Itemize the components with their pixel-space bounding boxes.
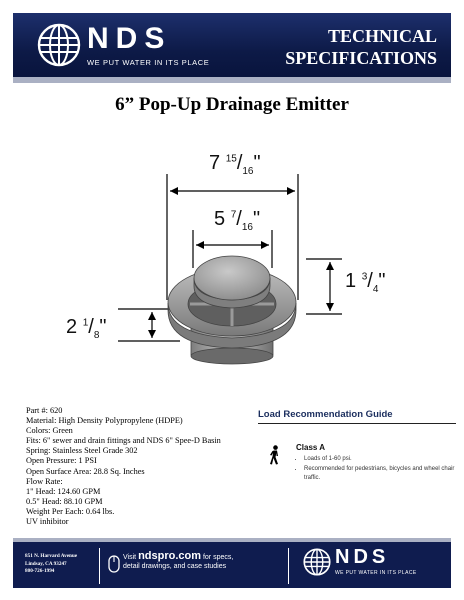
page-title: 6” Pop-Up Drainage Emitter <box>115 94 349 115</box>
dim-mark: " <box>252 208 261 230</box>
spec-line: Material: High Density Polypropylene (HDPE) <box>26 416 183 426</box>
spec-line: 0.5" Head: 88.10 GPM <box>26 496 103 506</box>
spec-line: 1" Head: 124.60 GPM <box>26 486 101 496</box>
visit-suffix: for specs, <box>202 554 234 561</box>
spec-line: Weight Per Each: 0.64 lbs. <box>26 506 115 516</box>
dim-whole: 5 <box>214 208 226 230</box>
spec-line: Open Surface Area: 28.8 Sq. Inches <box>26 466 145 476</box>
dimension-overall-width: 7 $^{15}/_{16}$" <box>209 152 261 177</box>
address-line: 800-726-1994 <box>25 568 55 574</box>
load-recommendation-guide <box>258 409 456 481</box>
product-drawing <box>60 150 400 380</box>
dimension-flange-height: 2 $^1/_8$" <box>66 316 107 341</box>
dim-denominator: 8 <box>93 330 100 341</box>
visit-line1 <box>123 550 233 562</box>
spec-line: Fits: 6" sewer and drain fittings and NDS 6" Spee-D Basin <box>26 436 221 446</box>
logo-wordmark: NDS <box>87 22 172 55</box>
guide-divider <box>258 423 456 424</box>
dim-whole: 7 <box>209 152 221 174</box>
class-detail-item: • Loads of 1-60 psi. <box>304 455 464 465</box>
dim-denominator: 4 <box>372 284 379 295</box>
dim-denominator: 16 <box>242 166 254 177</box>
spec-list <box>26 406 221 527</box>
footer-banner <box>13 538 451 588</box>
nds-logo[interactable] <box>37 20 259 74</box>
header-stripe <box>13 77 451 83</box>
spec-line: Part #: 620 <box>26 406 63 415</box>
mouse-icon <box>108 555 120 573</box>
logo-tagline: WE PUT WATER IN ITS PLACE <box>87 58 210 67</box>
emitter-illustration <box>60 150 400 380</box>
visit-website[interactable] <box>123 550 233 570</box>
company-address <box>25 553 77 576</box>
footer-divider <box>99 548 100 584</box>
spec-line: Spring: Stainless Steel Grade 302 <box>26 446 138 456</box>
dim-numerator: 3 <box>361 271 368 283</box>
spec-line: Colors: Green <box>26 426 73 436</box>
dim-numerator: 1 <box>82 317 89 329</box>
footer-logo-tagline: WE PUT WATER IN ITS PLACE <box>335 570 417 576</box>
spec-line: Open Pressure: 1 PSI <box>26 456 97 466</box>
website-link[interactable]: ndspro.com <box>138 550 202 562</box>
visit-line2: detail drawings, and case studies <box>123 563 227 570</box>
technical-specifications-title <box>285 25 437 69</box>
footer-nds-logo[interactable] <box>303 546 443 582</box>
pedestrian-icon <box>268 445 282 465</box>
globe-icon <box>303 548 331 576</box>
spec-title-line2: SPECIFICATIONS <box>285 48 437 68</box>
visit-prefix: Visit <box>123 554 137 561</box>
class-title: Class A <box>296 443 326 452</box>
header-banner <box>13 13 451 83</box>
dim-mark: " <box>378 270 386 292</box>
spec-title-line1: TECHNICAL <box>327 26 437 46</box>
class-details <box>296 455 464 484</box>
guide-title: Load Recommendation Guide <box>258 409 393 420</box>
spec-line: Flow Rate: <box>26 476 63 486</box>
address-line: Lindsay, CA 93247 <box>25 560 67 567</box>
spec-line: UV inhibitor <box>26 517 69 527</box>
footer-logo-wordmark: NDS <box>335 546 390 568</box>
dim-numerator: 15 <box>225 153 237 165</box>
dim-whole: 1 <box>345 270 357 292</box>
dim-mark: " <box>99 316 107 338</box>
footer-stripe <box>13 538 451 542</box>
address-line: 851 N. Harvard Avenue <box>25 553 78 559</box>
dim-whole: 2 <box>66 316 78 338</box>
dim-denominator: 16 <box>241 222 253 233</box>
class-detail-item: • Recommended for pedestrians, bicycles and wheel chair traffic. <box>304 465 464 484</box>
dimension-cap-width: 5 $^7/_{16}$" <box>214 208 261 233</box>
footer-divider <box>288 548 289 584</box>
dim-numerator: 7 <box>230 209 237 221</box>
globe-icon <box>37 23 81 67</box>
dimension-cap-height: 1 $^3/_4$" <box>345 270 386 295</box>
dim-mark: " <box>253 152 261 174</box>
